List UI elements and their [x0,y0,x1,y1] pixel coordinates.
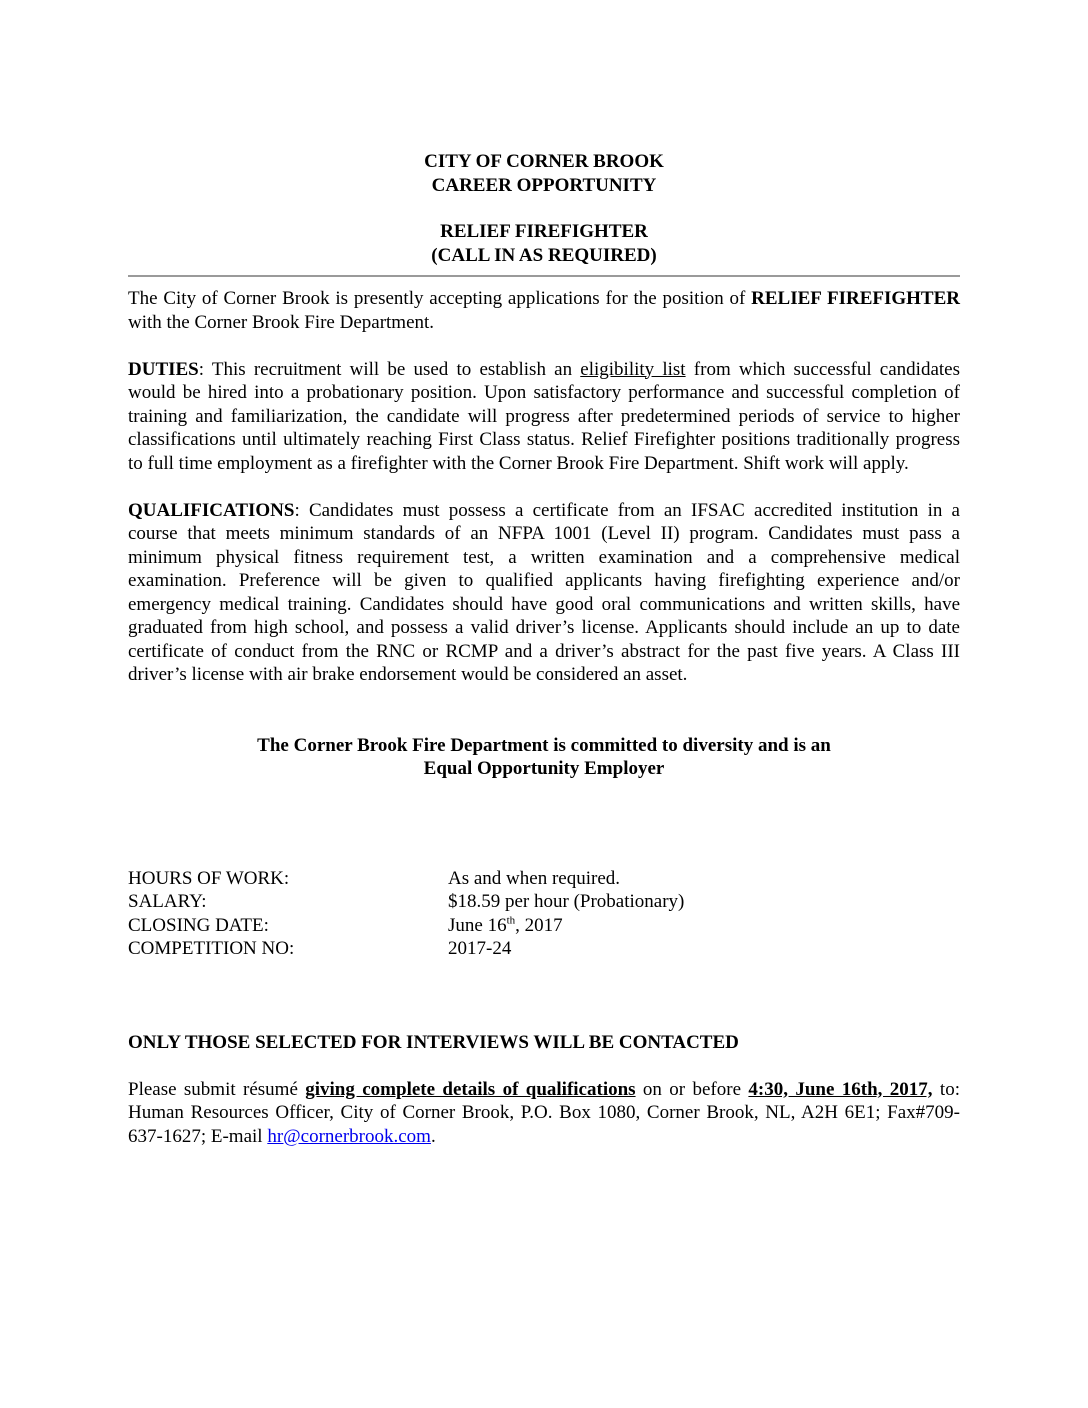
submit-deadline-emphasis: 4:30, June 16th, 2017, [748,1078,933,1100]
submit-text-4: . [430,1125,436,1147]
opportunity-title: CAREER OPPORTUNITY [431,174,657,196]
employer-title: CITY OF CORNER BROOK [424,151,664,172]
submit-details-emphasis: giving complete details of qualifications [305,1078,636,1100]
diversity-statement-line-2: Equal Opportunity Employer [423,758,665,779]
position-info-table [128,867,684,961]
interview-notice: ONLY THOSE SELECTED FOR INTERVIEWS WILL BE CONTACTED [128,1031,739,1053]
duties-label: DUTIES [128,358,199,380]
submit-text-2: on or before [635,1078,749,1100]
closing-date-row [128,914,684,938]
salary-label: SALARY: [128,891,207,912]
closing-date-part-a: June 16 [448,914,507,936]
salary-row [128,890,684,914]
hours-label: HOURS OF WORK: [128,867,290,889]
intro-text-1: The City of Corner Brook is presently accepting applications for the position of [128,288,752,309]
qualifications-label: QUALIFICATIONS [128,499,295,521]
intro-position-bold: RELIEF FIREFIGHTER [751,288,960,309]
qualifications-text: : Candidates must possess a certificate from an IFSAC accredited institution in a course that meets minimum standards of an NFPA 1001 (Level II) program. Candidates must pass a minimum physical fitness requirement test, a written examination and a comprehensive medical examination. Preference will be given to qualified applicants having firefighting experience and/or emergency medical training. Candidates should have good oral communications and written skills, have graduated from high school, and possess a valid driver’s license. Applicants should include an up to date certificate of conduct from the RNC or RCMP and a driver’s abstract for the past five years. A Class III driver’s license with air brake endorsement would be considered an asset. [128,499,960,685]
competition-value: 2017-24 [448,938,512,959]
duties-paragraph [128,358,960,476]
position-subtitle: (CALL IN AS REQUIRED) [431,244,657,266]
salary-value: $18.59 per hour (Probationary) [448,891,685,912]
eligibility-list-underlined: eligibility list [580,358,686,380]
competition-label: COMPETITION NO: [128,938,295,959]
duties-text-2: from which successful candidates would be hired into a probationary position. Upon satisfactory performance and successful completion of training and familiarization, the candidate will progress after predetermined periods of service to higher classifications until ultimately reaching First Class status. Relief Firefighter positions traditionally progress to full time employment as a firefighter with the Corner Brook Fire Department. Shift work will apply. [128,358,960,474]
email-link[interactable]: hr@cornerbrook.com [267,1125,431,1147]
document-body [128,150,960,1148]
submit-text-3: to: Human Resources Officer, City of Corner Brook, P.O. Box 1080, Corner Brook, NL, A2H 6E1; Fax#709-637-1627; E-mail [128,1078,960,1147]
intro-paragraph [128,287,960,334]
closing-date-suffix: th [506,914,516,927]
header-divider [128,275,960,277]
diversity-statement-line-1: The Corner Brook Fire Department is committed to diversity and is an [257,734,831,756]
qualifications-paragraph [128,499,960,687]
competition-row [128,937,684,961]
closing-date-value [448,914,684,938]
duties-text-1: : This recruitment will be used to establish an [198,358,581,380]
hours-row [128,867,684,891]
hours-value: As and when required. [448,867,621,889]
submit-text-1: Please submit résumé [128,1078,306,1100]
submission-paragraph [128,1078,960,1149]
position-title: RELIEF FIREFIGHTER [440,221,648,242]
closing-date-part-b: , 2017 [515,914,563,936]
closing-date-label: CLOSING DATE: [128,914,269,936]
intro-text-2: with the Corner Brook Fire Department. [128,311,435,333]
